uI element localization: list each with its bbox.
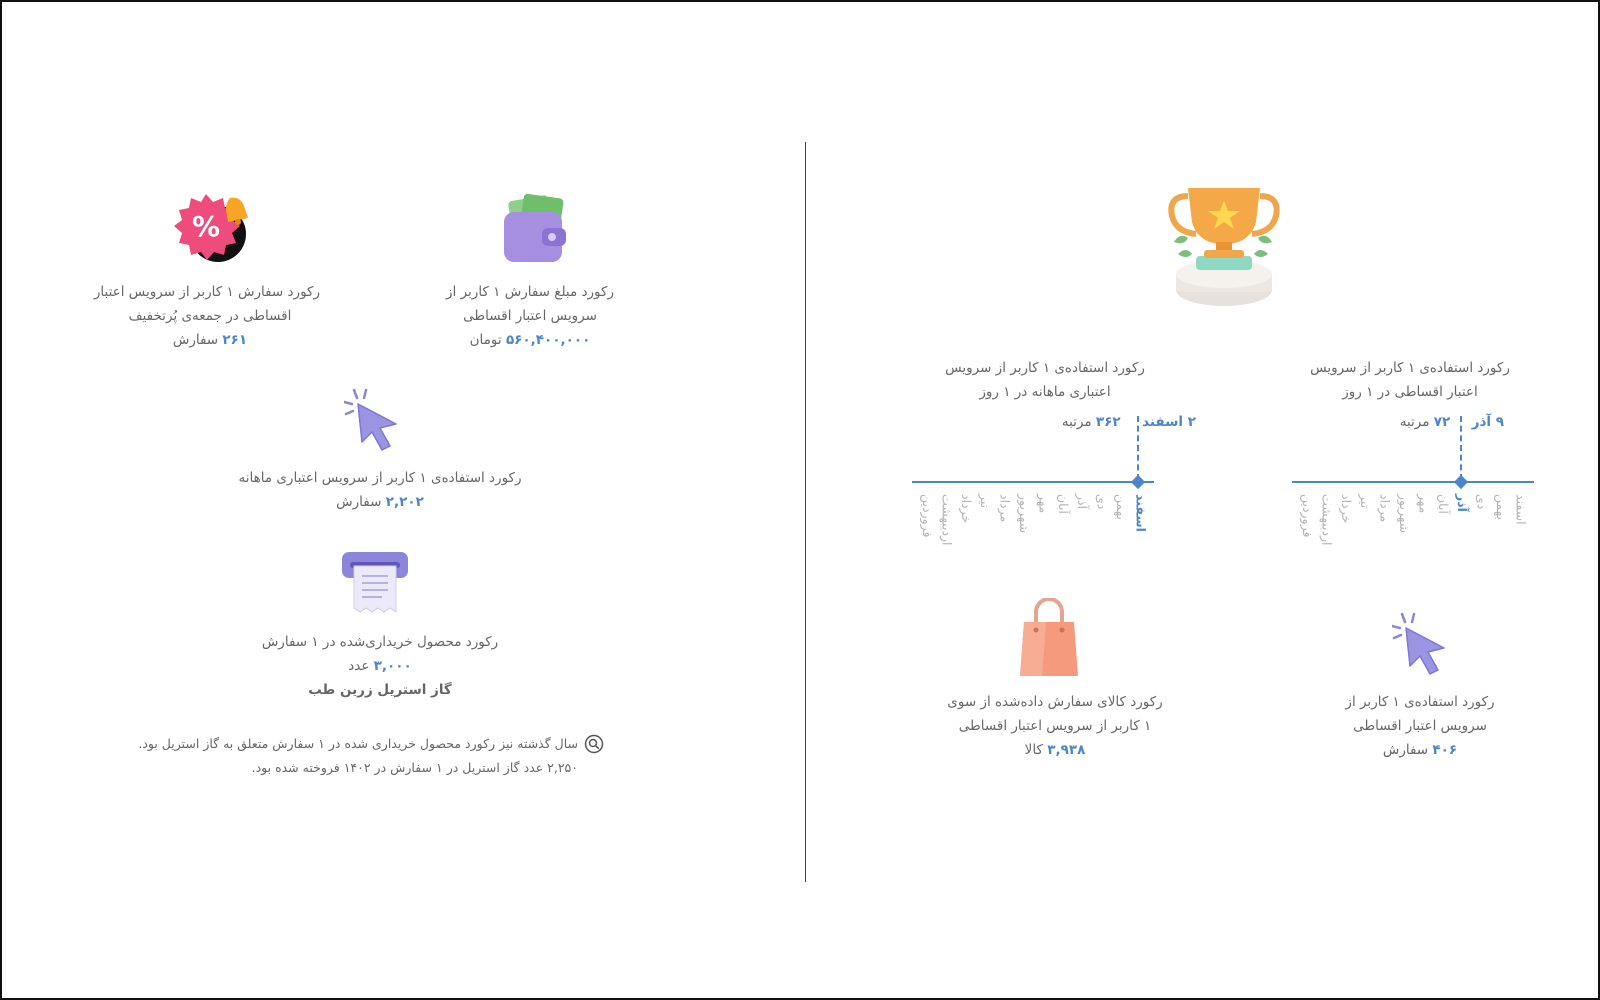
record-title-line: رکورد استفاده‌ی ۱ کاربر از <box>1345 694 1495 710</box>
record-product-name: گاز استریل زرین طب <box>308 682 452 698</box>
receipt-icon <box>340 550 410 616</box>
record-unit: کالا <box>1024 742 1043 758</box>
month-label: مرداد <box>1377 494 1393 523</box>
month-label: مهر <box>1416 494 1432 514</box>
shopping-bag-icon <box>1016 598 1082 680</box>
record-title-line: سرویس اعتبار اقساطی <box>1353 718 1487 734</box>
timeline-marker-line <box>1137 416 1139 480</box>
record-value: ۲۶۱ <box>222 332 248 348</box>
record-title-line: سرویس اعتبار اقساطی <box>463 308 597 324</box>
month-label: مرداد <box>997 494 1013 523</box>
month-label: خرداد <box>1338 494 1354 524</box>
record-value: ۵۶۰,۴۰۰,۰۰۰ <box>505 332 591 348</box>
month-label: تیر <box>1358 494 1374 509</box>
timeline-marker-line <box>1460 416 1462 480</box>
month-label: بهمن <box>1494 494 1509 520</box>
daily-monthly-credit-record <box>930 356 1160 404</box>
record-date: ۹ آذر <box>1471 414 1504 430</box>
month-label: دی <box>1474 494 1490 510</box>
record-unit: سفارش <box>172 332 219 348</box>
month-label: مهر <box>1036 494 1052 514</box>
record-value: ۳,۹۳۸ <box>1047 742 1086 758</box>
month-label: خرداد <box>958 494 974 524</box>
record-value: ۴۰۶ <box>1432 742 1458 758</box>
month-label: فروردین <box>1300 494 1315 538</box>
svg-text:%: % <box>191 210 221 243</box>
record-unit: عدد <box>348 658 370 674</box>
record-value: ۳,۰۰۰ <box>373 658 412 674</box>
discount-badge-icon <box>172 192 252 268</box>
month-label: آبان <box>1435 494 1451 514</box>
month-label: آذر <box>1455 494 1471 512</box>
month-label: آذر <box>1075 494 1091 510</box>
record-unit: تومان <box>469 332 502 348</box>
month-label: اردیبهشت <box>1319 494 1335 546</box>
cursor-click-icon <box>344 388 404 454</box>
record-title-line: ۱ کاربر از سرویس اعتبار اقساطی <box>958 718 1152 734</box>
record-unit: سفارش <box>1382 742 1429 758</box>
month-label: شهریور <box>1397 494 1412 534</box>
month-label: تیر <box>978 494 994 509</box>
record-title-line: اعتباری ماهانه در ۱ روز <box>979 384 1111 400</box>
discount-friday-record <box>93 280 320 352</box>
month-label: اسفند <box>1133 494 1149 532</box>
record-title-line: رکورد استفاده‌ی ۱ کاربر از سرویس <box>1310 360 1510 376</box>
record-title-line: رکورد استفاده‌ی ۱ کاربر از سرویس اعتباری ماهانه <box>238 470 522 486</box>
goods-record <box>930 690 1180 762</box>
record-title-line: رکورد سفارش ۱ کاربر از سرویس اعتبار <box>93 284 320 300</box>
record-title-line: اقساطی در جمعه‌ی پُرتخفیف <box>128 308 292 324</box>
timeline-axis <box>1292 481 1534 483</box>
month-label: فروردین <box>920 494 935 538</box>
record-value: ۷۲ <box>1433 414 1451 430</box>
cursor-click-icon <box>1392 612 1452 678</box>
record-unit: مرتبه <box>1399 414 1430 430</box>
record-value: ۲,۲۰۲ <box>385 494 424 510</box>
daily-installment-record <box>1300 356 1520 404</box>
record-unit: مرتبه <box>1061 414 1092 430</box>
month-label: شهریور <box>1017 494 1032 534</box>
record-title-line: رکورد استفاده‌ی ۱ کاربر از سرویس <box>945 360 1145 376</box>
last-year-note-line-1: سال گذشته نیز رکورد محصول خریداری شده در ۱ سفارش متعلق به گاز استریل بود. <box>138 736 578 751</box>
record-title-line: رکورد کالای سفارش داده‌شده از سوی <box>947 694 1163 710</box>
magnifier-search-icon <box>584 734 604 754</box>
center-divider <box>805 142 806 882</box>
monthly-usage-record <box>200 466 560 514</box>
daily-monthly-date-and-count <box>1056 414 1196 430</box>
record-date: ۲ اسفند <box>1142 414 1196 430</box>
record-title-line: رکورد محصول خریداری‌شده در ۱ سفارش <box>261 634 499 650</box>
installment-usage-record <box>1320 690 1520 762</box>
month-label: اسفند <box>1513 494 1529 525</box>
month-label: بهمن <box>1114 494 1129 520</box>
trophy-icon <box>1160 182 1288 312</box>
month-label: دی <box>1094 494 1110 510</box>
daily-installment-date-and-count <box>1388 414 1504 430</box>
record-unit: سفارش <box>336 494 382 510</box>
record-value: ۳۶۲ <box>1095 414 1121 430</box>
month-label: اردیبهشت <box>939 494 955 546</box>
timeline-axis <box>912 481 1154 483</box>
month-label: آبان <box>1055 494 1071 514</box>
record-title-line: اعتبار اقساطی در ۱ روز <box>1342 384 1478 400</box>
wallet-icon <box>498 194 574 270</box>
product-record <box>220 630 540 702</box>
order-amount-record <box>420 280 640 352</box>
last-year-note-line-2: ۲,۲۵۰ عدد گاز استریل در ۱ سفارش در ۱۴۰۲ فروخته شده بود. <box>251 760 578 775</box>
record-title-line: رکورد مبلغ سفارش ۱ کاربر از <box>446 284 614 300</box>
